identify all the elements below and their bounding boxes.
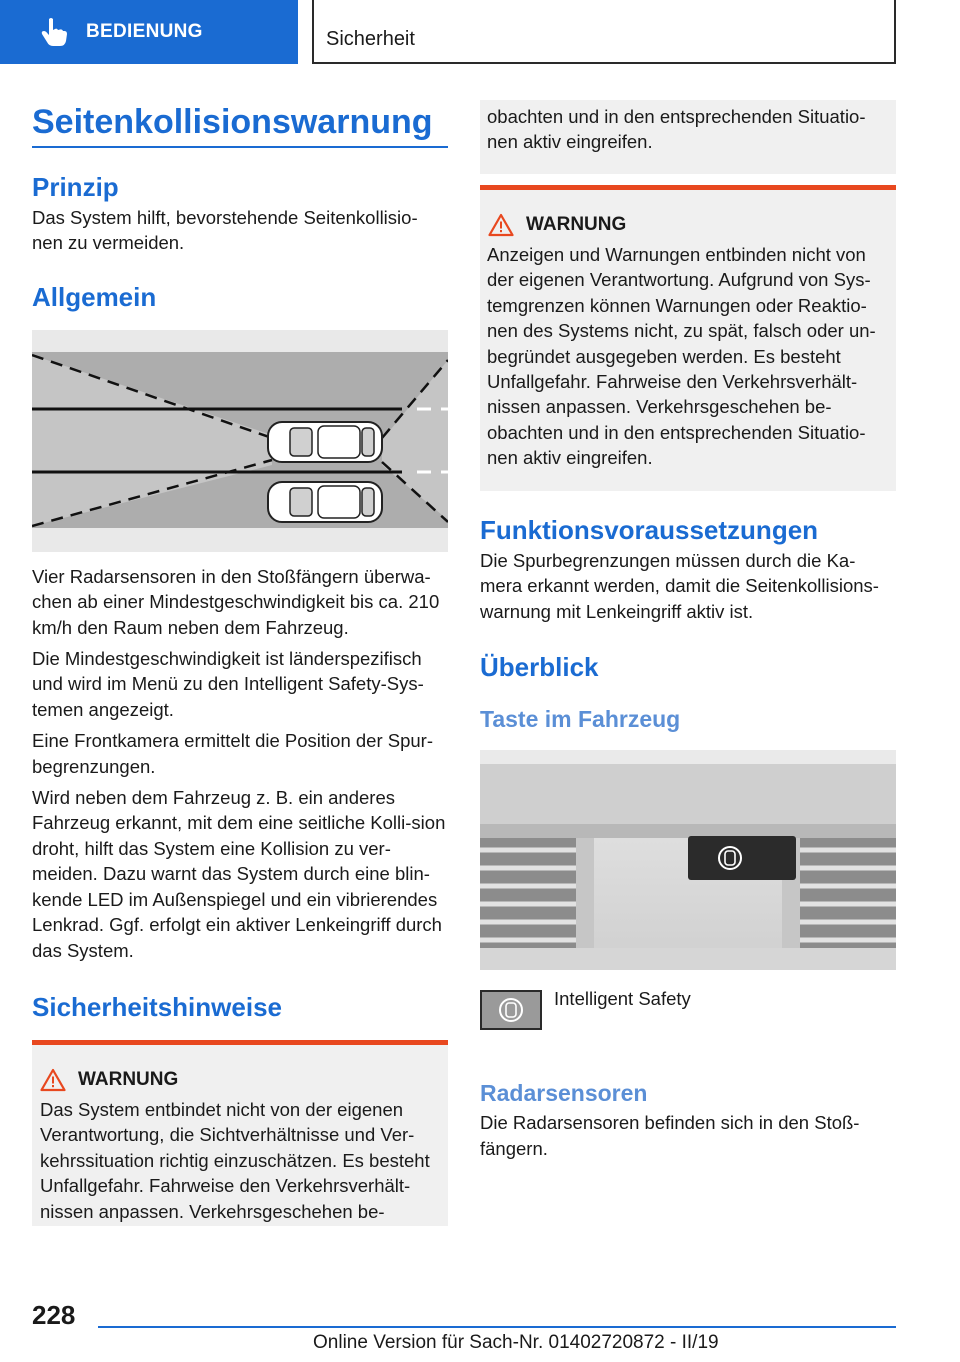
dashboard-photo: [480, 750, 896, 970]
page-number: 228: [32, 1300, 76, 1330]
allgemein-paragraph-2: Die Mindestgeschwindigkeit ist länderspezifisch und wird im Menü zu den Intelligent Safety-Sys-temen angezeigt.: [32, 648, 424, 720]
left-column: [32, 100, 448, 1226]
funktion-text: Die Spurbegrenzungen müssen durch die Ka-mera erkannt werden, damit die Seitenkollisions-warnung mit Lenkeingriff aktiv ist.: [480, 550, 879, 622]
allgemein-heading: Allgemein: [32, 281, 157, 312]
section-label: BEDIENUNG: [86, 21, 203, 42]
allgemein-paragraph-4: Wird neben dem Fahrzeug z. B. ein anderes Fahrzeug erkannt, mit dem eine seitliche Kolli-sion droht, hilft das System eine Kollision zu ver-meiden. Dazu warnt das System durch eine blin-kende LED im Außenspiegel und ein vibrierendes Lenkrad. Ggf. erfolgt ein aktiver Lenkeingriff durch das System.: [32, 787, 446, 961]
warning-text: Das System entbindet nicht von der eigenen Verantwortung, die Sichtverhältnisse und Ver-kehrssituation richtig einzuschätzen. Es besteht Unfallgefahr. Fahrweise den Verkehrsverhält-nissen anpassen. Verkehrsgeschehen be-: [40, 1098, 430, 1222]
warning-box-right: [480, 185, 896, 491]
warning-continuation-box: [480, 100, 896, 174]
footer-rule: [98, 1326, 896, 1328]
warning-continuation-text: obachten und in den entsprechenden Situatio-nen aktiv eingreifen.: [487, 106, 866, 153]
radar-text: Die Radarsensoren befinden sich in den Stoß-fängern.: [480, 1112, 860, 1159]
warning-triangle-icon: [40, 1068, 66, 1092]
button-legend: [480, 990, 896, 1032]
lane-diagram: [32, 330, 448, 552]
dashboard-graphic: [480, 750, 896, 970]
warning-triangle-icon: [488, 213, 514, 237]
sicherheit-heading: Sicherheitshinweise: [32, 991, 282, 1022]
warning-text: Anzeigen und Warnungen entbinden nicht von der eigenen Verantwortung. Aufgrund von Sys-temgrenzen können Warnungen oder Reaktio-nen des Systems nicht, zu spät, falsch oder un-begründet ausgegeben werden. Es besteht Unfallgefahr. Fahrweise den Verkehrsverhält-nissen anpassen. Verkehrsgeschehen be-obachten und in den entsprechenden Situatio-nen aktiv eingreifen.: [487, 244, 876, 469]
button-caption: Intelligent Safety: [554, 988, 691, 1010]
page-title: Seitenkollisionswarnung: [32, 103, 433, 141]
right-column: [480, 100, 896, 1161]
taste-heading: Taste im Fahrzeug: [480, 706, 681, 733]
warning-header: [480, 190, 896, 237]
chapter-header: [312, 0, 896, 64]
ueberblick-heading: Überblick: [480, 652, 599, 683]
intelligent-safety-icon: [482, 992, 540, 1028]
title-rule: [32, 146, 448, 148]
chapter-label: Sicherheit: [326, 28, 415, 50]
allgemein-paragraph-3: Eine Frontkamera ermittelt die Position der Spur-begrenzungen.: [32, 730, 434, 777]
prinzip-text: Das System hilft, bevorstehende Seitenkollisio-nen zu vermeiden.: [32, 207, 418, 254]
warning-label: WARNUNG: [526, 214, 627, 235]
warning-box-left: [32, 1040, 448, 1226]
prinzip-heading: Prinzip: [32, 172, 119, 202]
hand-pointer-icon: [40, 17, 68, 47]
section-tab[interactable]: [0, 0, 298, 64]
warning-header: [32, 1045, 448, 1092]
footer-online-version: Online Version für Sach-Nr. 01402720872 - II/19: [313, 1332, 719, 1353]
lane-diagram-graphic: [32, 330, 448, 552]
funktion-heading: Funktionsvoraussetzungen: [480, 515, 819, 545]
intelligent-safety-button[interactable]: [480, 990, 542, 1030]
allgemein-paragraph-1: Vier Radarsensoren in den Stoßfängern überwa-chen ab einer Mindestgeschwindigkeit bis ca. 210 km/h den Raum neben dem Fahrzeug.: [32, 565, 440, 638]
radar-heading: Radarsensoren: [480, 1080, 648, 1107]
warning-label: WARNUNG: [78, 1068, 179, 1090]
